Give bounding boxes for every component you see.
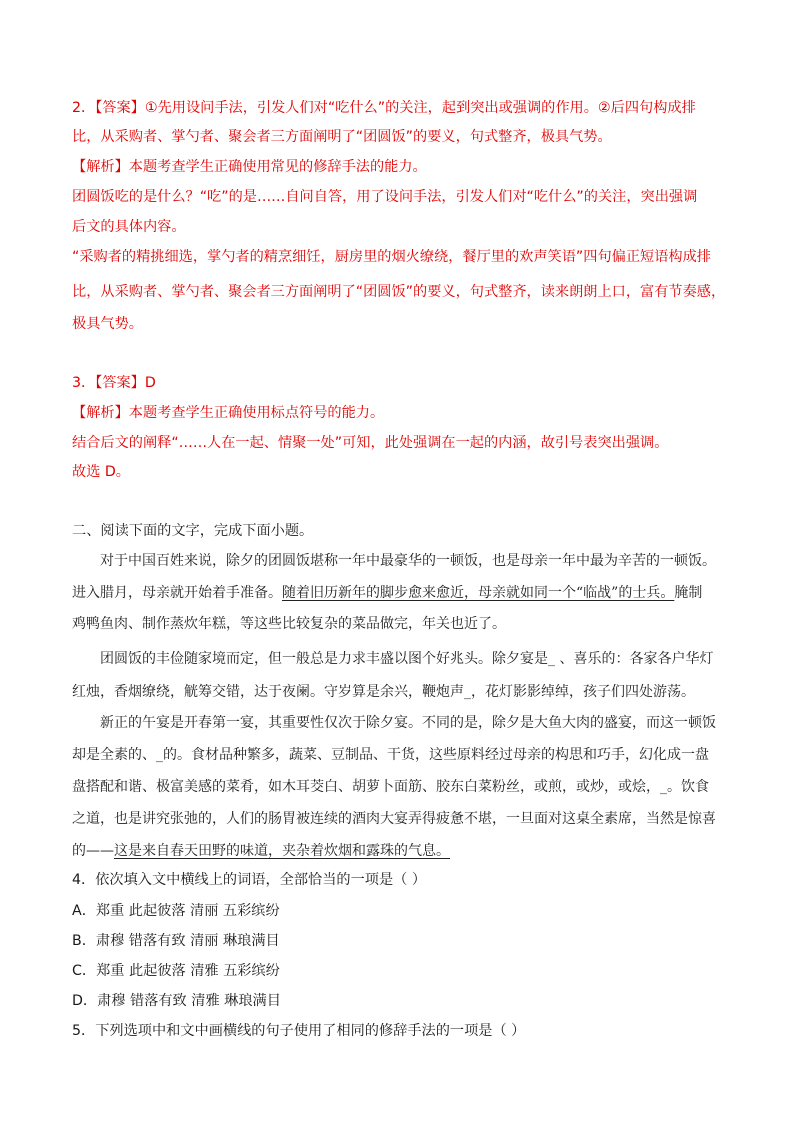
answer-2-line-1: 2．【答案】①先用设问手法，引发人们对“吃什么”的关注，起到突出或强调的作用。②后四句构成排 [72, 100, 696, 116]
answer-2-line-6: “采购者的精挑细选，掌勺者的精烹细饪，厨房里的烟火缭绕，餐厅里的欢声笑语”四句偏正短语构成排 [72, 249, 711, 265]
answer-3-line-4: 故选 D。 [72, 464, 130, 480]
answer-2-line-5: 后文的具体内容。 [72, 219, 186, 235]
passage-p3-line-2: 却是全素的、_的。食材品种繁多，蔬菜、豆制品、干货，这些原料经过母亲的构思和巧手，幻化成一盘 [72, 747, 709, 763]
passage-p1-line-1: 对于中国百姓来说，除夕的团圆饭堪称一年中最豪华的一顿饭，也是母亲一年中最为辛苦的一顿饭。 [100, 553, 716, 569]
answer-3-analysis: 【解析】本题考查学生正确使用标点符号的能力。 [72, 405, 385, 421]
passage-text: 的—— [72, 843, 114, 859]
answer-2-analysis: 【解析】本题考查学生正确使用常见的修辞手法的能力。 [72, 159, 427, 175]
passage-text: 腌制 [674, 585, 703, 601]
answer-2-line-8: 极具气势。 [72, 316, 143, 332]
passage-p1-line-3: 鸡鸭鱼肉、制作蒸炊年糕，等这些比较复杂的菜品做完，年关也近了。 [72, 616, 506, 632]
passage-p3-line-4: 之道，也是讲究张弛的，人们的肠胃被连续的酒肉大宴弄得疲惫不堪，一旦面对这桌全素席，当然是惊喜 [72, 811, 716, 827]
passage-p3-line-1: 新正的午宴是开春第一宴，其重要性仅次于除夕宴。不同的是，除夕是大鱼大肉的盛宴，而这一顿饭 [100, 715, 716, 731]
passage-p2-line-1: 团圆饭的丰俭随家境而定，但一般总是力求丰盛以图个好兆头。除夕宴是_ 、喜乐的：各家各户华灯 [100, 651, 714, 667]
underlined-sentence-1: 随着旧历新年的脚步愈来愈近，母亲就如同一个“临战”的士兵。 [282, 585, 675, 601]
answer-2-line-7: 比，从采购者、掌勺者、聚会者三方面阐明了“团圆饭”的要义，句式整齐，读来朗朗上口，富有节奏感， [72, 284, 726, 300]
question-5-stem: 5．下列选项中和文中画横线的句子使用了相同的修辞手法的一项是（ ） [72, 1023, 526, 1039]
question-4-option-b: B．肃穆 错落有致 清丽 琳琅满目 [72, 933, 280, 949]
passage-p2-line-2: 红烛，香烟缭绕，觥筹交错，达于夜阑。守岁算是余兴，鞭炮声_，花灯影影绰绰，孩子们四处游荡。 [72, 684, 695, 700]
answer-2-line-2: 比，从采购者、掌勺者、聚会者三方面阐明了“团圆饭”的要义，句式整齐，极具气势。 [72, 129, 612, 145]
answer-3-line-3: 结合后文的阐释“……人在一起、情聚一处”可知，此处强调在一起的内涵，故引号表突出强调。 [72, 435, 669, 451]
question-4-option-d: D．肃穆 错落有致 清雅 琳琅满目 [72, 993, 281, 1009]
passage-p1-line-2 [72, 583, 702, 603]
answer-3-line-1: 3．【答案】D [72, 375, 156, 391]
section-heading: 二、阅读下面的文字，完成下面小题。 [72, 523, 314, 539]
underlined-sentence-2: 这是来自春天田野的味道，夹杂着炊烟和露珠的气息。 [114, 843, 450, 859]
answer-2-line-4: 团圆饭吃的是什么？“吃”的是……自问自答，用了设问手法，引发人们对“吃什么”的关注，突出强调 [72, 189, 698, 205]
question-4-option-a: A．郑重 此起彼落 清丽 五彩缤纷 [72, 903, 280, 919]
passage-p3-line-5 [72, 841, 450, 861]
passage-p3-line-3: 盘搭配和谐、极富美感的菜肴，如木耳茭白、胡萝卜面筋、胶东白菜粉丝，或煎，或炒，或烩，_。饮食 [72, 779, 709, 795]
question-4-stem: 4．依次填入文中横线上的词语，全部恰当的一项是（ ） [72, 872, 427, 888]
passage-text: 进入腊月，母亲就开始着手准备。 [72, 585, 282, 601]
question-4-option-c: C．郑重 此起彼落 清雅 五彩缤纷 [72, 963, 280, 979]
